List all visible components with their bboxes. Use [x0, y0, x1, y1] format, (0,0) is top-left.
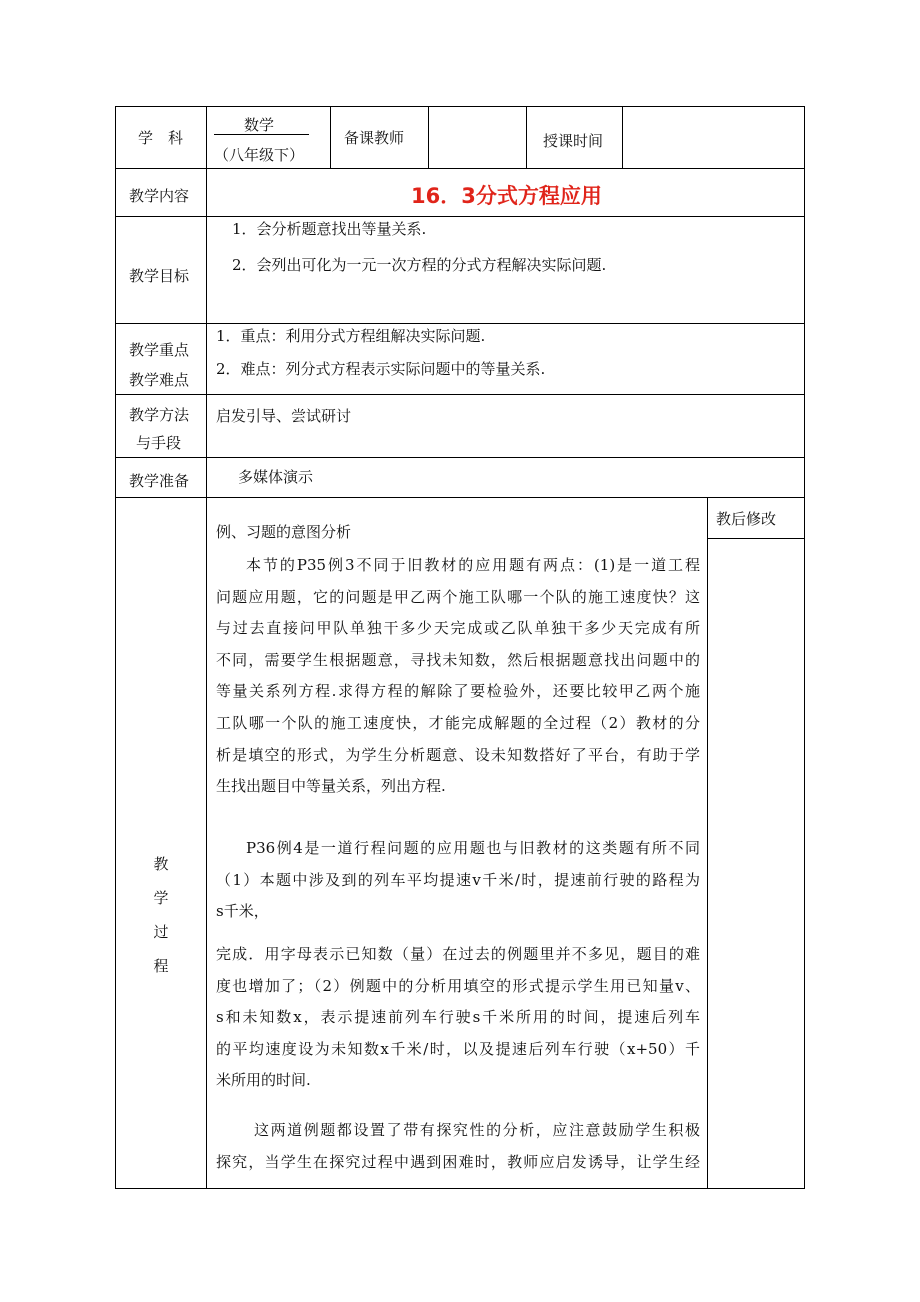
- prep-teacher-label: 备课教师: [344, 129, 405, 147]
- methods-label-2: 与手段: [136, 434, 182, 452]
- difficult-points-label: 教学难点: [129, 371, 190, 389]
- subject-label: 学 科: [138, 129, 184, 147]
- grade-label: （八年级下）: [214, 146, 305, 164]
- key-points-label: 教学重点: [129, 341, 190, 359]
- subject-value: 数学: [244, 116, 275, 134]
- revision-label: 教后修改: [716, 510, 777, 528]
- methods-label: 教学方法: [129, 406, 190, 424]
- process-label: 教 学 过 程: [153, 855, 169, 975]
- paragraph-4: 这两道例题都设置了带有探究性的分析，应注意鼓励学生积极 探究，当学生在探究过程中遇到困难时，教师应启发诱导，让学生经: [216, 1121, 700, 1171]
- lesson-title: 16．3分式方程应用: [411, 184, 602, 208]
- goal-item: 1．会分析题意找出等量关系.: [232, 220, 427, 238]
- lesson-time-label: 授课时间: [543, 132, 604, 150]
- paragraph-2: P36例4是一道行程问题的应用题也与旧教材的这类题有所不同 （1）本题中涉及到的列车平均提速v千米/时，提速前行驶的路程为 s千米，: [216, 839, 700, 921]
- process-heading: 例、习题的意图分析: [216, 523, 352, 541]
- goal-item: 2．会列出可化为一元一次方程的分式方程解决实际问题.: [232, 256, 607, 274]
- paragraph-1: 本节的P35例3不同于旧教材的应用题有两点：(1)是一道工程 问题应用题，它的问题是甲乙两个施工队哪一个队的施工速度快？这 与过去直接问甲队单独干多少天完成或乙队单独干多少天完成有所 不同，需要学生根据题意，寻找未知数，然后根据题意找出问题中的 等量关系列方程.求得方程的解除了要检验外，还要比较甲乙两个施 工队哪一个队的施工速度快，才能完成解题的全过程（2）教材的分 析是填空的形式，为学生分析题意、设未知数搭好了平台，有助于学 生找出题目中等量关系，列出方程.: [216, 556, 700, 796]
- paragraph-3: 完成．用字母表示已知数（量）在过去的例题里并不多见，题目的难 度也增加了；（2）例题中的分析用填空的形式提示学生用已知量v、 s和未知数x，表示提速前列车行驶s千米所用的时间，提速后列车 的平均速度设为未知数x千米/时，以及提速后列车行驶（x+50）千 米所用的时间.: [216, 945, 700, 1090]
- content-label: 教学内容: [129, 187, 190, 205]
- difficult-point-item: 2．难点：列分式方程表示实际问题中的等量关系.: [216, 360, 546, 378]
- preparation-label: 教学准备: [129, 472, 190, 490]
- methods-value: 启发引导、尝试研讨: [216, 407, 352, 425]
- key-point-item: 1．重点：利用分式方程组解决实际问题.: [216, 327, 486, 345]
- goals-label: 教学目标: [129, 267, 190, 285]
- preparation-value: 多媒体演示: [238, 468, 314, 486]
